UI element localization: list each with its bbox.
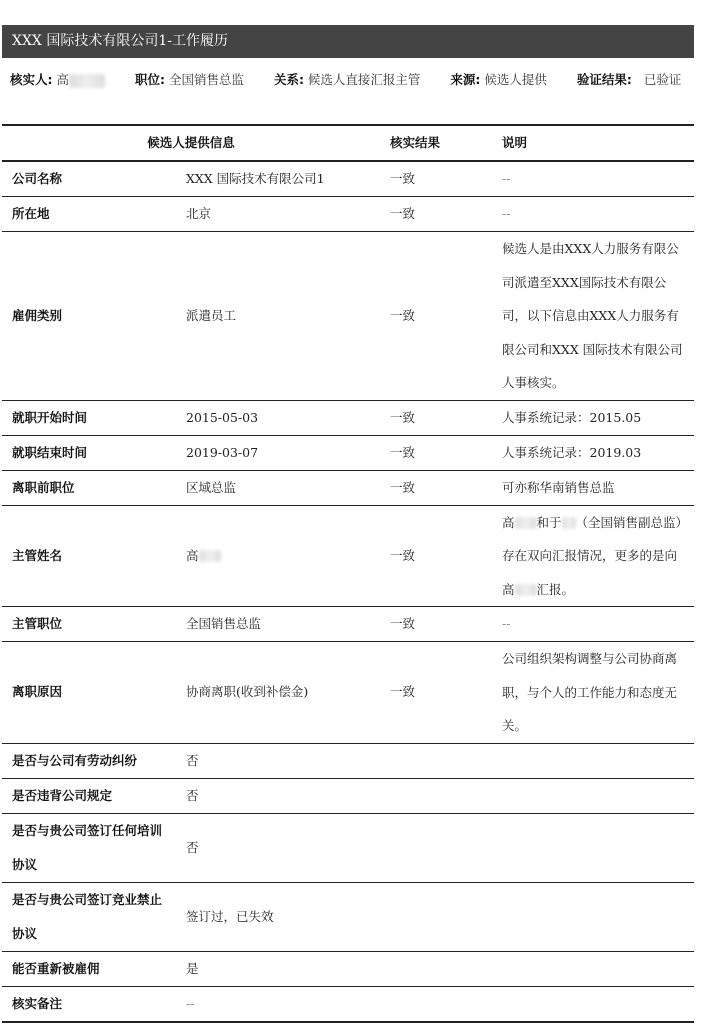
- row-result: 一致: [380, 197, 492, 232]
- row-result: 一致: [380, 161, 492, 197]
- table-row: [2, 161, 694, 197]
- row-label: 是否与贵公司签订竞业禁止协议: [2, 882, 176, 951]
- row-value: 2019-03-07: [176, 435, 380, 470]
- source-value: 候选人提供: [484, 72, 547, 87]
- table-row: [2, 400, 694, 435]
- row-label: 是否与贵公司签订任何培训协议: [2, 813, 176, 882]
- source-label: 来源:: [450, 72, 481, 87]
- row-label: 是否违背公司规定: [2, 778, 176, 813]
- row-note: 可亦称华南销售总监: [492, 470, 694, 505]
- row-label: 雇佣类别: [2, 232, 176, 401]
- result-label: 验证结果:: [576, 72, 632, 87]
- row-note: 公司组织架构调整与公司协商离职，与个人的工作能力和态度无关。: [492, 642, 694, 744]
- position-value: 全国销售总监: [168, 72, 244, 87]
- row-note: --: [492, 607, 694, 642]
- row-result: 一致: [380, 400, 492, 435]
- note-text: （全国销售副总监）存在双向汇报情况，更多的是向高: [502, 514, 682, 597]
- table-row: [2, 505, 694, 607]
- position-label: 职位:: [134, 72, 165, 87]
- verifier-label: 核实人:: [10, 72, 53, 87]
- header-provided: 候选人提供信息: [2, 125, 380, 161]
- table-row: [2, 607, 694, 642]
- row-value: 派遣员工: [176, 232, 380, 401]
- table-row: [2, 743, 694, 778]
- redacted-name-icon: [562, 517, 576, 529]
- table-row: [2, 197, 694, 232]
- header-note: 说明: [492, 125, 694, 161]
- row-value: 否: [176, 743, 380, 778]
- note-text: 高: [502, 514, 515, 530]
- redacted-name-icon: [69, 74, 105, 88]
- supervisor-name: 高: [186, 547, 199, 563]
- row-label: 是否与公司有劳动纠纷: [2, 743, 176, 778]
- row-value: 全国销售总监: [176, 607, 380, 642]
- employment-history-table: [2, 124, 694, 1023]
- table-row: [2, 470, 694, 505]
- row-label: 离职前职位: [2, 470, 176, 505]
- verifier-value: 高: [56, 72, 69, 87]
- row-label: 所在地: [2, 197, 176, 232]
- row-value: 否: [176, 813, 380, 882]
- row-value: 2015-05-03: [176, 400, 380, 435]
- row-result: 一致: [380, 642, 492, 744]
- relation-label: 关系:: [273, 72, 304, 87]
- header-result: 核实结果: [380, 125, 492, 161]
- table-row: [2, 232, 694, 401]
- row-result: 一致: [380, 232, 492, 401]
- row-note: --: [492, 161, 694, 197]
- row-label: 就职结束时间: [2, 435, 176, 470]
- table-row: [2, 642, 694, 744]
- table-row: [2, 986, 694, 1022]
- row-value: XXX 国际技术有限公司1: [176, 161, 380, 197]
- table-row: [2, 778, 694, 813]
- row-value: 区域总监: [176, 470, 380, 505]
- redacted-name-icon: [199, 550, 221, 562]
- row-label: 核实备注: [2, 986, 176, 1022]
- row-label: 公司名称: [2, 161, 176, 197]
- row-label: 能否重新被雇佣: [2, 951, 176, 986]
- table-row: [2, 951, 694, 986]
- row-value: 否: [176, 778, 380, 813]
- row-value: 北京: [176, 197, 380, 232]
- row-result: 一致: [380, 435, 492, 470]
- row-note: 候选人是由XXX人力服务有限公司派遣至XXX国际技术有限公司，以下信息由XXX人力服务有限公司和XXX 国际技术有限公司人事核实。: [492, 232, 694, 401]
- note-text: 和于: [536, 514, 562, 530]
- table-header-row: [2, 125, 694, 161]
- row-note: --: [492, 197, 694, 232]
- table-row: [2, 882, 694, 951]
- row-label: 就职开始时间: [2, 400, 176, 435]
- result-value: 已验证: [643, 72, 682, 87]
- note-text: 汇报。: [536, 581, 575, 597]
- row-value: 是: [176, 951, 380, 986]
- row-result: 一致: [380, 470, 492, 505]
- row-label: 主管姓名: [2, 505, 176, 607]
- row-result: 一致: [380, 607, 492, 642]
- row-note: 人事系统记录：2019.03: [492, 435, 694, 470]
- redacted-name-icon: [515, 584, 537, 596]
- row-value: 签订过，已失效: [176, 882, 380, 951]
- row-result: 一致: [380, 505, 492, 607]
- redacted-name-icon: [515, 517, 537, 529]
- row-note: 人事系统记录：2015.05: [492, 400, 694, 435]
- row-label: 离职原因: [2, 642, 176, 744]
- row-value: [176, 505, 380, 607]
- row-value: 协商离职(收到补偿金): [176, 642, 380, 744]
- row-label: 主管职位: [2, 607, 176, 642]
- verification-meta: [10, 63, 690, 97]
- relation-value: 候选人直接汇报主管: [307, 72, 421, 87]
- table-row: [2, 435, 694, 470]
- row-value: --: [176, 986, 380, 1022]
- row-note: [492, 505, 694, 607]
- section-title: XXX 国际技术有限公司1-工作履历: [2, 25, 694, 58]
- table-row: [2, 813, 694, 882]
